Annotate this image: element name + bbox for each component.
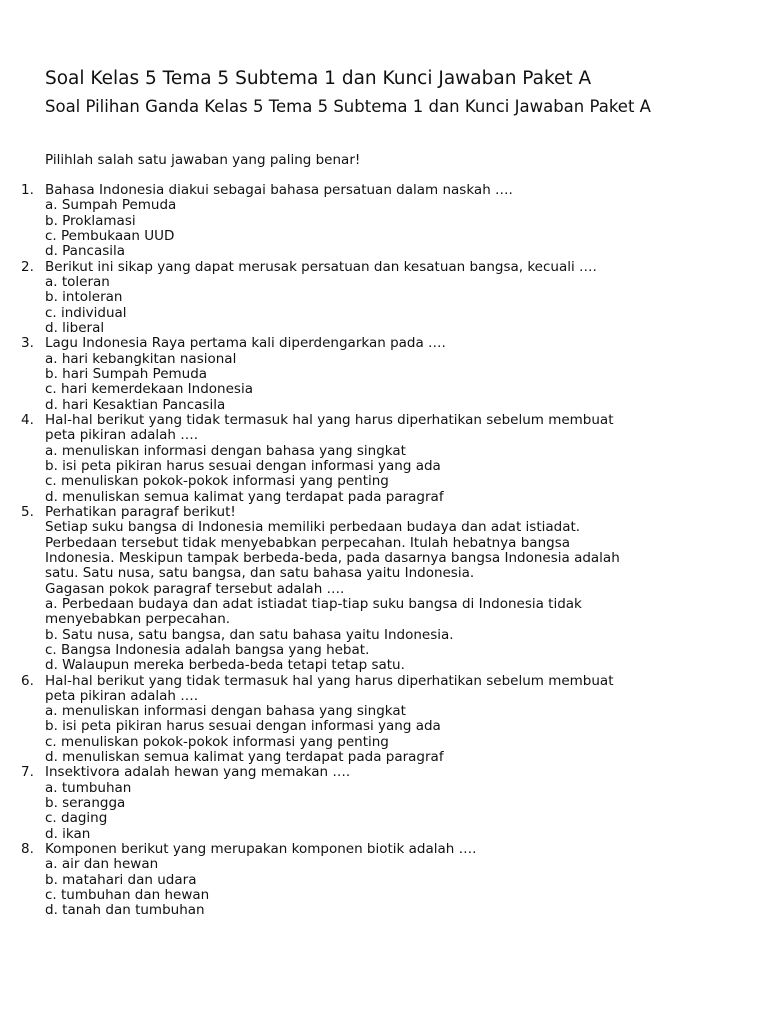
answer-option: a. menuliskan informasi dengan bahasa yang singkat [45, 442, 406, 459]
instruction-text: Pilihlah salah satu jawaban yang paling benar! [45, 152, 361, 168]
answer-option: a. tumbuhan [45, 779, 132, 796]
answer-option: c. tumbuhan dan hewan [45, 887, 210, 904]
answer-option: b. isi peta pikiran harus sesuai dengan informasi yang ada [45, 718, 441, 735]
question-text: Lagu Indonesia Raya pertama kali diperdengarkan pada …. [45, 335, 446, 352]
question-number: 5. [21, 503, 34, 520]
question-number: 6. [21, 672, 34, 689]
answer-option: c. Pembukaan UUD [45, 227, 175, 244]
answer-option: d. liberal [45, 319, 105, 336]
question-number: 2. [21, 258, 34, 275]
page-subtitle: Soal Pilihan Ganda Kelas 5 Tema 5 Subtema 1 dan Kunci Jawaban Paket A [45, 97, 651, 116]
question-text: satu. Satu nusa, satu bangsa, dan satu bahasa yaitu Indonesia. [45, 565, 475, 582]
question-text: peta pikiran adalah …. [45, 687, 199, 704]
answer-option: d. tanah dan tumbuhan [45, 902, 205, 919]
question-text: Setiap suku bangsa di Indonesia memiliki perbedaan budaya dan adat istiadat. [45, 519, 581, 536]
answer-option: b. intoleran [45, 289, 123, 306]
question-number: 8. [21, 841, 34, 858]
answer-option: d. menuliskan semua kalimat yang terdapat pada paragraf [45, 749, 444, 766]
answer-option: b. matahari dan udara [45, 871, 197, 888]
answer-option: a. toleran [45, 273, 110, 290]
answer-option: b. Proklamasi [45, 212, 136, 229]
answer-option: c. Bangsa Indonesia adalah bangsa yang hebat. [45, 641, 370, 658]
page-title: Soal Kelas 5 Tema 5 Subtema 1 dan Kunci Jawaban Paket A [45, 68, 592, 89]
question-item [0, 505, 768, 674]
answer-option: a. air dan hewan [45, 856, 159, 873]
question-text: Bahasa Indonesia diakui sebagai bahasa persatuan dalam naskah …. [45, 182, 513, 198]
answer-option: c. hari kemerdekaan Indonesia [45, 381, 253, 398]
question-item [0, 413, 768, 505]
question-text: Insektivora adalah hewan yang memakan …. [45, 764, 351, 781]
question-text: Perhatikan paragraf berikut! [45, 503, 236, 520]
question-text: Hal-hal berikut yang tidak termasuk hal yang harus diperhatikan sebelum membuat [45, 672, 614, 689]
answer-option: a. hari kebangkitan nasional [45, 350, 237, 367]
answer-option: d. Pancasila [45, 243, 126, 260]
question-text: Indonesia. Meskipun tampak berbeda-beda, pada dasarnya bangsa Indonesia adalah [45, 549, 620, 566]
answer-option: a. Sumpah Pemuda [45, 197, 177, 214]
answer-option: a. menuliskan informasi dengan bahasa yang singkat [45, 703, 406, 720]
answer-option: b. hari Sumpah Pemuda [45, 365, 208, 382]
question-item [0, 183, 768, 260]
answer-option: c. menuliskan pokok-pokok informasi yang penting [45, 473, 389, 490]
question-item [0, 842, 768, 919]
question-text: peta pikiran adalah …. [45, 427, 199, 444]
answer-option: c. individual [45, 304, 127, 321]
answer-option: d. hari Kesaktian Pancasila [45, 396, 226, 413]
answer-option: d. menuliskan semua kalimat yang terdapat pada paragraf [45, 488, 444, 505]
answer-option: b. serangga [45, 795, 126, 812]
question-text: Berikut ini sikap yang dapat merusak persatuan dan kesatuan bangsa, kecuali …. [45, 258, 597, 275]
question-list [0, 183, 768, 919]
answer-option: a. Perbedaan budaya dan adat istiadat tiap-tiap suku bangsa di Indonesia tidak [45, 595, 582, 612]
answer-option: c. daging [45, 810, 108, 827]
question-text: Gagasan pokok paragraf tersebut adalah …. [45, 580, 345, 597]
answer-option: b. Satu nusa, satu bangsa, dan satu bahasa yaitu Indonesia. [45, 626, 454, 643]
question-text: Komponen berikut yang merupakan komponen biotik adalah …. [45, 841, 477, 858]
answer-option: b. isi peta pikiran harus sesuai dengan informasi yang ada [45, 457, 441, 474]
question-number: 1. [21, 182, 34, 198]
question-item [0, 260, 768, 337]
question-item [0, 765, 768, 842]
question-item [0, 336, 768, 413]
question-number: 7. [21, 764, 34, 781]
question-item [0, 674, 768, 766]
question-text: Perbedaan tersebut tidak menyebabkan perpecahan. Itulah hebatnya bangsa [45, 534, 571, 551]
answer-option: c. menuliskan pokok-pokok informasi yang penting [45, 733, 389, 750]
answer-option: d. Walaupun mereka berbeda-beda tetapi tetap satu. [45, 657, 405, 674]
answer-option: menyebabkan perpecahan. [45, 611, 231, 628]
question-text: Hal-hal berikut yang tidak termasuk hal yang harus diperhatikan sebelum membuat [45, 411, 614, 428]
question-number: 3. [21, 335, 34, 352]
answer-option: d. ikan [45, 825, 91, 842]
question-number: 4. [21, 411, 34, 428]
